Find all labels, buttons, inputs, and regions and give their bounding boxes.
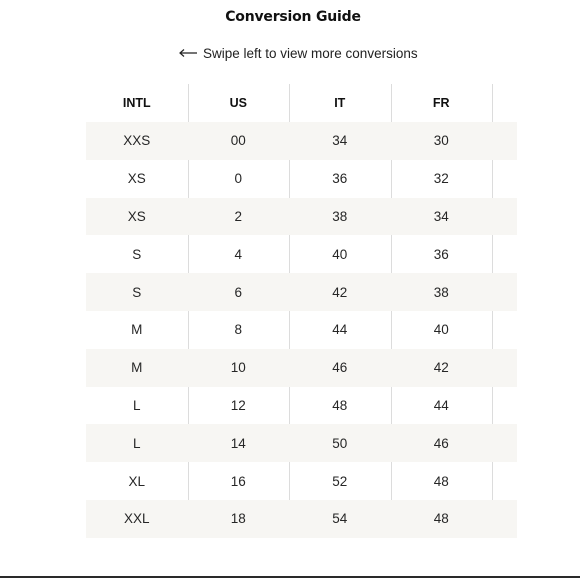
table-header-row [86,84,517,122]
column-header-us: US [229,96,247,110]
table-row [86,349,517,387]
table-cell-us: 2 [234,208,242,224]
table-cell-fr: 48 [433,473,449,489]
table-cell-fr: 42 [433,360,449,376]
table-cell-us: 16 [230,473,246,489]
table-row [86,273,517,311]
swipe-hint [178,44,418,62]
table-cell-it: 54 [332,511,348,527]
table-cell-fr: 32 [433,171,449,187]
table-cell-fr: 38 [433,284,449,300]
table-cell-fr: 36 [433,246,449,262]
table-cell-us: 18 [230,511,246,527]
table-cell-us: 8 [234,322,242,338]
table-cell-us: 12 [230,397,246,413]
table-cell-it: 48 [332,397,348,413]
table-cell-fr: 40 [433,322,449,338]
table-cell-it: 44 [332,322,348,338]
table-cell-us: 10 [230,360,246,376]
table-cell-it: 52 [332,473,348,489]
table-cell-it: 40 [332,246,348,262]
table-row [86,424,517,462]
table-cell-fr: 44 [433,397,449,413]
table-cell-intl: L [132,397,141,413]
table-row [86,500,517,538]
table-cell-it: 34 [332,133,348,149]
table-cell-intl: M [131,360,143,376]
table-row [86,198,517,236]
column-header-intl: INTL [122,96,151,110]
column-header-it: IT [334,96,346,110]
conversion-table[interactable] [86,84,517,538]
column-header-fr: FR [432,96,450,110]
table-cell-intl: S [132,246,142,262]
table-body [86,122,517,538]
table-row [86,387,517,425]
table-cell-it: 46 [332,360,348,376]
table-cell-it: 50 [332,435,348,451]
bottom-divider [0,576,580,578]
swipe-hint-text: Swipe left to view more conversions [203,45,418,61]
table-cell-intl: XS [127,171,146,187]
table-cell-fr: 46 [433,435,449,451]
table-row [86,311,517,349]
left-arrow-icon [178,48,197,58]
table-cell-intl: L [132,435,141,451]
table-cell-intl: XL [128,473,145,489]
table-cell-it: 42 [332,284,348,300]
table-cell-intl: S [132,284,142,300]
table-cell-us: 14 [230,435,246,451]
table-cell-it: 36 [332,171,348,187]
table-cell-fr: 34 [433,208,449,224]
table-cell-us: 4 [234,246,242,262]
table-cell-intl: XXS [123,133,151,149]
table-cell-it: 38 [332,208,348,224]
table-cell-us: 6 [234,284,242,300]
table-cell-us: 0 [234,171,242,187]
table-cell-fr: 30 [433,133,449,149]
table-cell-fr: 48 [433,511,449,527]
table-cell-intl: XXL [123,511,150,527]
table-row [86,122,517,160]
page-title: Conversion Guide [225,9,361,25]
table-cell-intl: XS [127,208,146,224]
table-row [86,462,517,500]
table-row [86,235,517,273]
table-cell-us: 00 [230,133,246,149]
table-cell-intl: M [131,322,143,338]
table-row [86,160,517,198]
